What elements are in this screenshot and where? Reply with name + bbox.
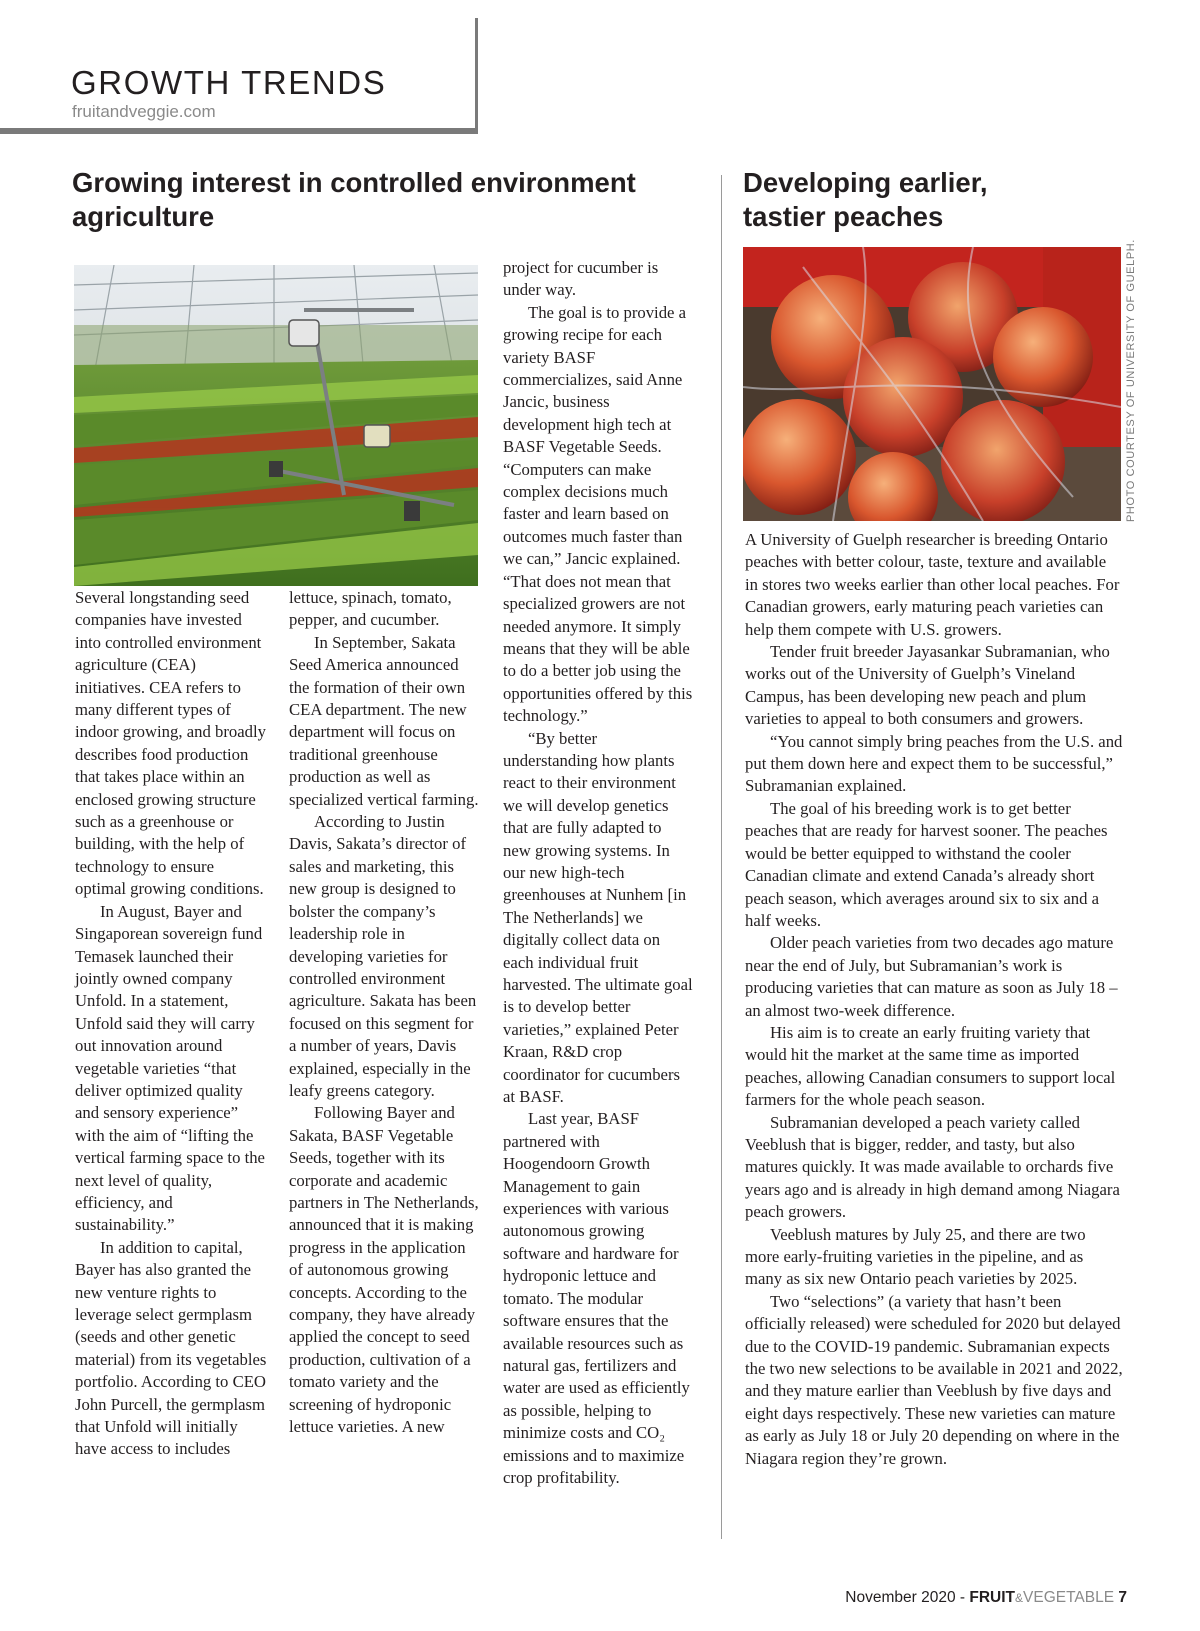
article1-paragraph: In September, Sakata Seed America announced the formation of their own CEA department. The new department will focus on traditional greenhouse production as well as specialized vertical farming. bbox=[289, 632, 479, 809]
section-website: fruitandveggie.com bbox=[72, 102, 216, 121]
article2-paragraph: “You cannot simply bring peaches from the U.S. and put them down here and expect them to be successful,” Subramanian explained. bbox=[745, 731, 1123, 796]
article2-paragraph: Older peach varieties from two decades ago mature near the end of July, but Subramanian’s work is producing varieties that can mature as soon as July 18 – an almost two-week difference. bbox=[745, 933, 1118, 1020]
peaches-photo bbox=[743, 247, 1121, 521]
article2-paragraph: Veeblush matures by July 25, and there are two more early-fruiting varieties in the pipeline, and as many as six new Ontario peach varieties by 2025. bbox=[745, 1224, 1086, 1289]
article1-column-1 bbox=[75, 587, 267, 1461]
article2-body bbox=[745, 529, 1123, 1470]
article2-headline bbox=[743, 166, 1123, 234]
article2-headline-line1: Developing earlier, bbox=[743, 167, 988, 198]
article2-paragraph: Tender fruit breeder Jayasankar Subramanian, who works out of the University of Guelph’s Vineland Campus, has been developing new peach and plum varieties to appeal to both consumers and growers. bbox=[745, 642, 1110, 729]
article2-paragraph: Two “selections” (a variety that hasn’t been officially released) were scheduled for 2020 but delayed due to the COVID-19 pandemic. Subramanian expects the two new selections to be available in 2021 and 2022, and they mature earlier than Veeblush by five days and eight days respectively. These new varieties can mature as early as July 18 or July 20 depending on where in the Niagara region they’re grown. bbox=[745, 1291, 1123, 1468]
article1-paragraph: lettuce, spinach, tomato, pepper, and cucumber. bbox=[289, 588, 452, 630]
article2-paragraph: The goal of his breeding work is to get better peaches that are ready for harvest sooner. The peaches would be better equipped to withstand the cooler Canadian climate and extend Canada’s already short peach season, which averages around six to six and a half weeks. bbox=[745, 798, 1108, 930]
article1-paragraph: The goal is to provide a growing recipe for each variety BASF commercializes, said Anne Jancic, business development high tech at BASF Vegetable Seeds. “Computers can make complex decisions much faster and learn based on outcomes much faster than we can,” Jancic explained. “That does not mean that specialized growers are not needed anymore. It simply means that they will be able to do a better job using the opportunities offered by this technology.” bbox=[503, 302, 693, 726]
article1-paragraph: According to Justin Davis, Sakata’s director of sales and marketing, this new group is designed to bolster the company’s leadership role in developing varieties for controlled environment agriculture. Sakata has been focused on this segment for a number of years, Davis explained, especially in the leafy greens category. bbox=[289, 812, 477, 1100]
article1-headline-line1: Growing interest in controlled environment bbox=[72, 167, 636, 198]
page-number: 7 bbox=[1118, 1589, 1127, 1606]
article2-paragraph: A University of Guelph researcher is breeding Ontario peaches with better colour, taste, texture and available in stores two weeks earlier than other local peaches. For Canadian growers, early maturing peach varieties can help them compete with U.S. growers. bbox=[745, 530, 1120, 639]
footer-magazine-amp: & bbox=[1015, 1591, 1024, 1605]
article1-paragraph: Several longstanding seed companies have invested into controlled environment agriculture (CEA) initiatives. CEA refers to many different types of indoor growing, and broadly describes food production that takes place within an enclosed growing structure such as a greenhouse or building, with the help of technology to ensure optimal growing conditions. bbox=[75, 588, 266, 899]
article1-paragraph: “By better understanding how plants react to their environment we will develop genetics that are fully adapted to new growing systems. In our new high-tech greenhouses at Nunhem [in The Netherlands] we digitally collect data on each individual fruit harvested. The ultimate goal is to develop better varieties,” explained Peter Kraan, R&D crop coordinator for cucumbers at BASF. bbox=[503, 728, 693, 1107]
greenhouse-photo bbox=[74, 265, 478, 586]
article1-paragraph: In addition to capital, Bayer has also granted the new venture rights to leverage select germplasm (seeds and other genetic material) from its vegetables portfolio. According to CEO John Purcell, the germplasm that Unfold will initially have access to includes bbox=[75, 1237, 267, 1459]
article1-paragraph: Last year, BASF partnered with Hoogendoorn Growth Management to gain experiences with various autonomous growing software and hardware for hydroponic lettuce and tomato. The modular software ensures that the available resources such as natural gas, fertilizers and water are used as efficiently as possible, helping to minimize costs and CO₂ emissions and to maximize crop profitability. bbox=[503, 1109, 690, 1487]
article2-paragraph: His aim is to create an early fruiting variety that would hit the market at the same time as imported peaches, allowing Canadian consumers to support local farmers for the whole peach season. bbox=[745, 1022, 1116, 1110]
article1-paragraph: In August, Bayer and Singaporean sovereign fund Temasek launched their jointly owned company Unfold. In a statement, Unfold said they will carry out innovation around vegetable varieties “that deliver optimized quality and sensory experience” with the aim of “lifting the vertical farming space to the next level of quality, efficiency, and sustainability.” bbox=[75, 901, 265, 1235]
article1-headline bbox=[72, 166, 672, 234]
article1-paragraph: project for cucumber is under way. bbox=[503, 258, 659, 300]
article1-column-2 bbox=[289, 587, 479, 1438]
footer-magazine-fruit: FRUIT bbox=[969, 1589, 1016, 1606]
footer-date: November 2020 - bbox=[845, 1589, 966, 1606]
article1-column-3 bbox=[503, 257, 693, 1489]
article2-paragraph: Subramanian developed a peach variety called Veeblush that is bigger, redder, and tasty, but also matures quickly. It was made available to orchards five years ago and is already in high demand among Niagara peach growers. bbox=[745, 1112, 1120, 1222]
article1-headline-line2: agriculture bbox=[72, 201, 215, 232]
photo-credit-text: PHOTO COURTESY OF UNIVERSITY OF GUELPH. bbox=[1125, 239, 1137, 522]
article2-headline-line2: tastier peaches bbox=[743, 201, 944, 232]
page-footer bbox=[845, 1589, 1127, 1607]
article1-paragraph: Following Bayer and Sakata, BASF Vegetable Seeds, together with its corporate and academic partners in The Netherlands, announced that it is making progress in the application of autonomous growing concepts. According to the company, they have already applied the concept to seed production, cultivation of a tomato variety and the screening of hydroponic lettuce varieties. A new bbox=[289, 1103, 479, 1437]
footer-magazine-vegetable: VEGETABLE bbox=[1023, 1589, 1115, 1606]
section-title: GROWTH TRENDS bbox=[71, 64, 387, 101]
column-divider bbox=[721, 175, 722, 1539]
